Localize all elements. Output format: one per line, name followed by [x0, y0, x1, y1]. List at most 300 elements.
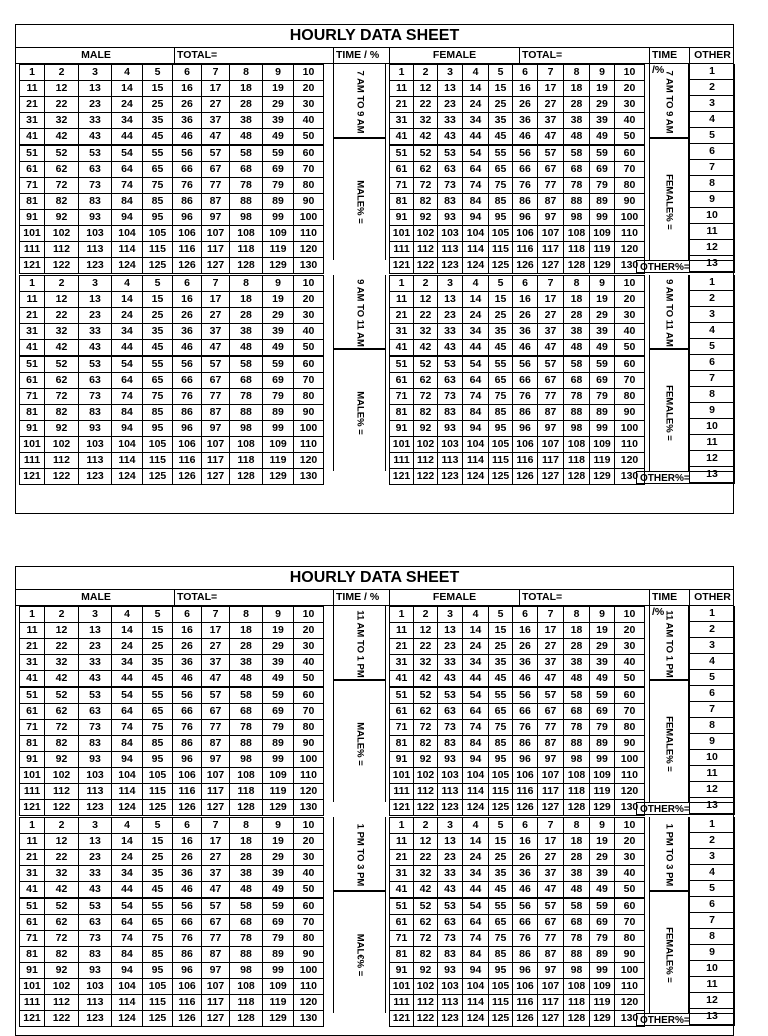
grid-cell[interactable]: 50: [294, 129, 324, 146]
grid-cell[interactable]: 123: [79, 258, 112, 274]
grid-cell[interactable]: 33: [438, 655, 463, 671]
grid-cell[interactable]: 62: [45, 915, 79, 931]
grid-cell[interactable]: 120: [294, 453, 324, 469]
grid-cell[interactable]: 126: [173, 258, 202, 274]
grid-cell[interactable]: 59: [590, 687, 615, 704]
grid-cell[interactable]: 31: [390, 324, 414, 340]
grid-cell[interactable]: 77: [202, 720, 230, 736]
grid-cell[interactable]: 22: [414, 639, 438, 655]
grid-cell[interactable]: 61: [20, 373, 45, 389]
grid-cell[interactable]: 26: [173, 308, 202, 324]
grid-cell[interactable]: 87: [202, 736, 230, 752]
grid-cell[interactable]: 58: [230, 687, 263, 704]
grid-cell[interactable]: 60: [294, 145, 324, 162]
grid-cell[interactable]: 78: [564, 178, 590, 194]
grid-cell[interactable]: 109: [590, 979, 615, 995]
grid-cell[interactable]: 2: [414, 607, 438, 623]
grid-cell[interactable]: 114: [112, 453, 143, 469]
grid-cell[interactable]: 23: [79, 639, 112, 655]
grid-cell[interactable]: 22: [414, 850, 438, 866]
grid-cell[interactable]: 37: [538, 866, 564, 882]
grid-cell[interactable]: 35: [143, 655, 173, 671]
grid-cell[interactable]: 111: [390, 242, 414, 258]
grid-cell[interactable]: 6: [173, 276, 202, 292]
grid-cell[interactable]: 85: [489, 405, 513, 421]
grid-cell[interactable]: 43: [438, 882, 463, 899]
grid-cell[interactable]: 98: [230, 210, 263, 226]
grid-cell[interactable]: 59: [263, 687, 294, 704]
grid-cell[interactable]: 15: [143, 292, 173, 308]
grid-cell[interactable]: 96: [513, 421, 538, 437]
grid-cell[interactable]: 113: [438, 995, 463, 1011]
grid-cell[interactable]: 54: [112, 356, 143, 373]
grid-cell[interactable]: 29: [263, 850, 294, 866]
grid-cell[interactable]: 13: [79, 623, 112, 639]
grid-cell[interactable]: 119: [590, 242, 615, 258]
grid-cell[interactable]: 80: [294, 389, 324, 405]
grid-cell[interactable]: 1: [390, 818, 414, 834]
grid-cell[interactable]: 115: [143, 242, 173, 258]
grid-cell[interactable]: 28: [230, 97, 263, 113]
grid-cell[interactable]: 126: [513, 258, 538, 274]
grid-cell[interactable]: 128: [230, 800, 263, 816]
grid-cell[interactable]: 122: [45, 469, 79, 485]
grid-cell[interactable]: 38: [564, 655, 590, 671]
grid-cell[interactable]: 37: [538, 113, 564, 129]
grid-cell[interactable]: 112: [45, 453, 79, 469]
grid-cell[interactable]: 34: [463, 866, 489, 882]
grid-cell[interactable]: 27: [202, 97, 230, 113]
grid-cell[interactable]: 97: [538, 210, 564, 226]
grid-cell[interactable]: 6: [173, 607, 202, 623]
grid-cell[interactable]: 2: [414, 276, 438, 292]
grid-cell[interactable]: 93: [438, 210, 463, 226]
other-cell[interactable]: 2: [690, 291, 735, 307]
grid-cell[interactable]: 95: [489, 210, 513, 226]
grid-cell[interactable]: 2: [45, 818, 79, 834]
grid-cell[interactable]: 75: [143, 178, 173, 194]
grid-cell[interactable]: 58: [564, 687, 590, 704]
grid-cell[interactable]: 62: [45, 704, 79, 720]
grid-cell[interactable]: 112: [45, 784, 79, 800]
grid-cell[interactable]: 55: [143, 898, 173, 915]
grid-cell[interactable]: 42: [45, 129, 79, 146]
grid-cell[interactable]: 32: [414, 866, 438, 882]
grid-cell[interactable]: 13: [79, 834, 112, 850]
grid-cell[interactable]: 85: [143, 194, 173, 210]
grid-cell[interactable]: 129: [263, 469, 294, 485]
grid-cell[interactable]: 111: [20, 784, 45, 800]
grid-cell[interactable]: 120: [294, 995, 324, 1011]
grid-cell[interactable]: 129: [590, 258, 615, 274]
grid-cell[interactable]: 61: [390, 373, 414, 389]
grid-cell[interactable]: 100: [294, 752, 324, 768]
grid-cell[interactable]: 82: [414, 736, 438, 752]
grid-cell[interactable]: 94: [463, 210, 489, 226]
grid-cell[interactable]: 57: [538, 356, 564, 373]
grid-cell[interactable]: 28: [564, 639, 590, 655]
grid-cell[interactable]: 112: [414, 453, 438, 469]
grid-cell[interactable]: 31: [20, 113, 45, 129]
grid-cell[interactable]: 47: [538, 882, 564, 899]
grid-cell[interactable]: 88: [564, 947, 590, 963]
grid-cell[interactable]: 62: [414, 704, 438, 720]
grid-cell[interactable]: 79: [590, 931, 615, 947]
grid-cell[interactable]: 120: [615, 242, 645, 258]
grid-cell[interactable]: 82: [414, 947, 438, 963]
grid-cell[interactable]: 73: [438, 389, 463, 405]
grid-cell[interactable]: 98: [564, 752, 590, 768]
grid-cell[interactable]: 30: [615, 97, 645, 113]
grid-cell[interactable]: 87: [538, 405, 564, 421]
grid-cell[interactable]: 74: [112, 720, 143, 736]
grid-cell[interactable]: 104: [463, 979, 489, 995]
grid-cell[interactable]: 82: [45, 405, 79, 421]
grid-cell[interactable]: 45: [143, 340, 173, 357]
grid-cell[interactable]: 26: [173, 850, 202, 866]
grid-cell[interactable]: 36: [513, 113, 538, 129]
grid-cell[interactable]: 80: [615, 389, 645, 405]
grid-cell[interactable]: 67: [202, 704, 230, 720]
other-cell[interactable]: 12: [690, 993, 735, 1009]
grid-cell[interactable]: 58: [230, 145, 263, 162]
grid-cell[interactable]: 14: [463, 834, 489, 850]
grid-cell[interactable]: 127: [538, 469, 564, 485]
grid-cell[interactable]: 86: [513, 405, 538, 421]
grid-cell[interactable]: 119: [590, 995, 615, 1011]
grid-cell[interactable]: 102: [414, 979, 438, 995]
grid-cell[interactable]: 92: [414, 210, 438, 226]
grid-cell[interactable]: 24: [463, 97, 489, 113]
grid-cell[interactable]: 25: [489, 639, 513, 655]
grid-cell[interactable]: 110: [294, 226, 324, 242]
grid-cell[interactable]: 65: [143, 915, 173, 931]
grid-cell[interactable]: 124: [112, 258, 143, 274]
grid-cell[interactable]: 5: [143, 607, 173, 623]
grid-cell[interactable]: 112: [45, 242, 79, 258]
grid-cell[interactable]: 97: [538, 963, 564, 979]
grid-cell[interactable]: 80: [294, 720, 324, 736]
grid-cell[interactable]: 68: [564, 162, 590, 178]
grid-cell[interactable]: 109: [590, 768, 615, 784]
grid-cell[interactable]: 68: [564, 915, 590, 931]
grid-cell[interactable]: 9: [263, 276, 294, 292]
grid-cell[interactable]: 59: [263, 356, 294, 373]
grid-cell[interactable]: 24: [112, 850, 143, 866]
grid-cell[interactable]: 82: [45, 947, 79, 963]
grid-cell[interactable]: 45: [489, 671, 513, 688]
grid-cell[interactable]: 50: [615, 671, 645, 688]
grid-cell[interactable]: 127: [538, 258, 564, 274]
other-cell[interactable]: 3: [690, 96, 735, 112]
grid-cell[interactable]: 100: [294, 421, 324, 437]
grid-cell[interactable]: 36: [173, 324, 202, 340]
grid-cell[interactable]: 95: [143, 963, 173, 979]
grid-cell[interactable]: 103: [79, 979, 112, 995]
other-cell[interactable]: 10: [690, 961, 735, 977]
grid-cell[interactable]: 42: [45, 671, 79, 688]
grid-cell[interactable]: 74: [112, 178, 143, 194]
grid-cell[interactable]: 128: [230, 1011, 263, 1027]
grid-cell[interactable]: 60: [615, 356, 645, 373]
grid-cell[interactable]: 104: [463, 768, 489, 784]
grid-cell[interactable]: 38: [564, 866, 590, 882]
grid-cell[interactable]: 69: [263, 162, 294, 178]
grid-cell[interactable]: 115: [489, 995, 513, 1011]
grid-cell[interactable]: 110: [294, 437, 324, 453]
grid-cell[interactable]: 96: [173, 963, 202, 979]
grid-cell[interactable]: 36: [173, 655, 202, 671]
grid-cell[interactable]: 23: [438, 850, 463, 866]
grid-cell[interactable]: 125: [143, 258, 173, 274]
grid-cell[interactable]: 60: [615, 687, 645, 704]
grid-cell[interactable]: 28: [230, 639, 263, 655]
grid-cell[interactable]: 30: [615, 308, 645, 324]
grid-cell[interactable]: 86: [173, 736, 202, 752]
grid-cell[interactable]: 13: [438, 834, 463, 850]
grid-cell[interactable]: 4: [463, 65, 489, 81]
grid-cell[interactable]: 112: [414, 995, 438, 1011]
grid-cell[interactable]: 29: [590, 850, 615, 866]
grid-cell[interactable]: 106: [173, 226, 202, 242]
grid-cell[interactable]: 116: [173, 242, 202, 258]
grid-cell[interactable]: 18: [564, 623, 590, 639]
grid-cell[interactable]: 25: [143, 639, 173, 655]
grid-cell[interactable]: 78: [564, 389, 590, 405]
grid-cell[interactable]: 71: [20, 178, 45, 194]
grid-cell[interactable]: 50: [615, 340, 645, 357]
grid-cell[interactable]: 33: [79, 113, 112, 129]
grid-cell[interactable]: 51: [390, 145, 414, 162]
grid-cell[interactable]: 87: [202, 194, 230, 210]
grid-cell[interactable]: 99: [263, 210, 294, 226]
grid-cell[interactable]: 16: [513, 623, 538, 639]
other-cell[interactable]: 6: [690, 686, 735, 702]
grid-cell[interactable]: 21: [20, 639, 45, 655]
grid-cell[interactable]: 10: [294, 818, 324, 834]
grid-cell[interactable]: 26: [513, 308, 538, 324]
grid-cell[interactable]: 74: [112, 389, 143, 405]
grid-cell[interactable]: 110: [294, 979, 324, 995]
grid-cell[interactable]: 61: [20, 915, 45, 931]
grid-cell[interactable]: 34: [112, 655, 143, 671]
grid-cell[interactable]: 2: [414, 65, 438, 81]
grid-cell[interactable]: 19: [590, 292, 615, 308]
grid-cell[interactable]: 104: [112, 226, 143, 242]
grid-cell[interactable]: 10: [294, 65, 324, 81]
grid-cell[interactable]: 64: [463, 704, 489, 720]
grid-cell[interactable]: 103: [438, 979, 463, 995]
grid-cell[interactable]: 43: [79, 340, 112, 357]
grid-cell[interactable]: 73: [79, 389, 112, 405]
grid-cell[interactable]: 13: [79, 292, 112, 308]
grid-cell[interactable]: 44: [112, 129, 143, 146]
grid-cell[interactable]: 88: [564, 405, 590, 421]
other-cell[interactable]: 9: [690, 192, 735, 208]
grid-cell[interactable]: 37: [202, 113, 230, 129]
grid-cell[interactable]: 8: [230, 607, 263, 623]
grid-cell[interactable]: 114: [463, 784, 489, 800]
grid-cell[interactable]: 86: [513, 947, 538, 963]
grid-cell[interactable]: 9: [590, 607, 615, 623]
grid-cell[interactable]: 113: [438, 784, 463, 800]
grid-cell[interactable]: 63: [79, 704, 112, 720]
grid-cell[interactable]: 85: [143, 947, 173, 963]
grid-cell[interactable]: 41: [390, 129, 414, 146]
grid-cell[interactable]: 28: [564, 97, 590, 113]
grid-cell[interactable]: 40: [615, 866, 645, 882]
other-cell[interactable]: 5: [690, 128, 735, 144]
grid-cell[interactable]: 65: [489, 704, 513, 720]
grid-cell[interactable]: 33: [79, 655, 112, 671]
grid-cell[interactable]: 108: [564, 437, 590, 453]
grid-cell[interactable]: 79: [263, 178, 294, 194]
grid-cell[interactable]: 40: [615, 113, 645, 129]
grid-cell[interactable]: 78: [230, 931, 263, 947]
grid-cell[interactable]: 54: [463, 898, 489, 915]
grid-cell[interactable]: 71: [390, 931, 414, 947]
grid-cell[interactable]: 14: [112, 623, 143, 639]
grid-cell[interactable]: 75: [143, 720, 173, 736]
grid-cell[interactable]: 124: [463, 469, 489, 485]
grid-cell[interactable]: 99: [263, 421, 294, 437]
grid-cell[interactable]: 32: [414, 324, 438, 340]
grid-cell[interactable]: 77: [538, 389, 564, 405]
grid-cell[interactable]: 8: [564, 607, 590, 623]
grid-cell[interactable]: 5: [489, 65, 513, 81]
grid-cell[interactable]: 11: [390, 834, 414, 850]
grid-cell[interactable]: 54: [112, 145, 143, 162]
grid-cell[interactable]: 72: [414, 720, 438, 736]
grid-cell[interactable]: 17: [202, 623, 230, 639]
grid-cell[interactable]: 72: [414, 389, 438, 405]
grid-cell[interactable]: 22: [414, 308, 438, 324]
grid-cell[interactable]: 118: [564, 784, 590, 800]
grid-cell[interactable]: 102: [45, 979, 79, 995]
other-cell[interactable]: 7: [690, 160, 735, 176]
grid-cell[interactable]: 100: [615, 963, 645, 979]
grid-cell[interactable]: 98: [230, 752, 263, 768]
grid-cell[interactable]: 70: [615, 373, 645, 389]
grid-cell[interactable]: 34: [463, 324, 489, 340]
grid-cell[interactable]: 76: [173, 931, 202, 947]
grid-cell[interactable]: 84: [463, 736, 489, 752]
grid-cell[interactable]: 78: [230, 389, 263, 405]
grid-cell[interactable]: 35: [489, 655, 513, 671]
grid-cell[interactable]: 51: [390, 898, 414, 915]
grid-cell[interactable]: 91: [20, 210, 45, 226]
grid-cell[interactable]: 8: [564, 818, 590, 834]
grid-cell[interactable]: 84: [463, 405, 489, 421]
grid-cell[interactable]: 3: [79, 65, 112, 81]
grid-cell[interactable]: 14: [112, 292, 143, 308]
grid-cell[interactable]: 56: [173, 898, 202, 915]
grid-cell[interactable]: 90: [294, 194, 324, 210]
grid-cell[interactable]: 72: [414, 931, 438, 947]
grid-cell[interactable]: 60: [294, 898, 324, 915]
grid-cell[interactable]: 69: [590, 162, 615, 178]
grid-cell[interactable]: 18: [230, 834, 263, 850]
grid-cell[interactable]: 32: [45, 324, 79, 340]
grid-cell[interactable]: 4: [112, 276, 143, 292]
grid-cell[interactable]: 9: [263, 607, 294, 623]
grid-cell[interactable]: 5: [489, 818, 513, 834]
grid-cell[interactable]: 25: [143, 308, 173, 324]
grid-cell[interactable]: 78: [564, 931, 590, 947]
grid-cell[interactable]: 70: [615, 162, 645, 178]
grid-cell[interactable]: 83: [79, 194, 112, 210]
grid-cell[interactable]: 44: [463, 129, 489, 146]
grid-cell[interactable]: 7: [538, 818, 564, 834]
grid-cell[interactable]: 56: [513, 145, 538, 162]
other-cell[interactable]: 3: [690, 849, 735, 865]
grid-cell[interactable]: 66: [513, 704, 538, 720]
grid-cell[interactable]: 12: [45, 292, 79, 308]
grid-cell[interactable]: 105: [143, 979, 173, 995]
grid-cell[interactable]: 30: [294, 308, 324, 324]
grid-cell[interactable]: 68: [564, 373, 590, 389]
other-cell[interactable]: 13: [690, 467, 735, 483]
grid-cell[interactable]: 36: [173, 113, 202, 129]
grid-cell[interactable]: 10: [615, 607, 645, 623]
grid-cell[interactable]: 109: [263, 768, 294, 784]
grid-cell[interactable]: 89: [590, 947, 615, 963]
grid-cell[interactable]: 7: [538, 65, 564, 81]
grid-cell[interactable]: 108: [564, 768, 590, 784]
grid-cell[interactable]: 81: [20, 194, 45, 210]
grid-cell[interactable]: 38: [564, 324, 590, 340]
grid-cell[interactable]: 88: [564, 736, 590, 752]
grid-cell[interactable]: 68: [230, 373, 263, 389]
grid-cell[interactable]: 67: [202, 162, 230, 178]
grid-cell[interactable]: 99: [263, 752, 294, 768]
grid-cell[interactable]: 39: [263, 866, 294, 882]
other-cell[interactable]: 3: [690, 638, 735, 654]
grid-cell[interactable]: 21: [20, 850, 45, 866]
grid-cell[interactable]: 24: [112, 639, 143, 655]
grid-cell[interactable]: 57: [538, 898, 564, 915]
other-cell[interactable]: 13: [690, 256, 735, 272]
grid-cell[interactable]: 64: [463, 162, 489, 178]
grid-cell[interactable]: 29: [263, 97, 294, 113]
grid-cell[interactable]: 19: [590, 834, 615, 850]
grid-cell[interactable]: 20: [615, 834, 645, 850]
grid-cell[interactable]: 79: [263, 720, 294, 736]
grid-cell[interactable]: 109: [590, 437, 615, 453]
grid-cell[interactable]: 91: [390, 963, 414, 979]
grid-cell[interactable]: 73: [438, 720, 463, 736]
other-cell[interactable]: 1: [690, 64, 735, 80]
grid-cell[interactable]: 117: [202, 453, 230, 469]
grid-cell[interactable]: 46: [173, 882, 202, 899]
grid-cell[interactable]: 46: [513, 671, 538, 688]
grid-cell[interactable]: 31: [20, 866, 45, 882]
grid-cell[interactable]: 99: [590, 752, 615, 768]
grid-cell[interactable]: 53: [438, 145, 463, 162]
grid-cell[interactable]: 74: [463, 389, 489, 405]
grid-cell[interactable]: 20: [615, 81, 645, 97]
grid-cell[interactable]: 28: [564, 308, 590, 324]
grid-cell[interactable]: 56: [513, 687, 538, 704]
grid-cell[interactable]: 57: [202, 898, 230, 915]
grid-cell[interactable]: 5: [489, 607, 513, 623]
grid-cell[interactable]: 100: [615, 210, 645, 226]
grid-cell[interactable]: 46: [513, 340, 538, 357]
grid-cell[interactable]: 123: [438, 258, 463, 274]
grid-cell[interactable]: 102: [45, 226, 79, 242]
grid-cell[interactable]: 7: [202, 65, 230, 81]
grid-cell[interactable]: 62: [414, 915, 438, 931]
